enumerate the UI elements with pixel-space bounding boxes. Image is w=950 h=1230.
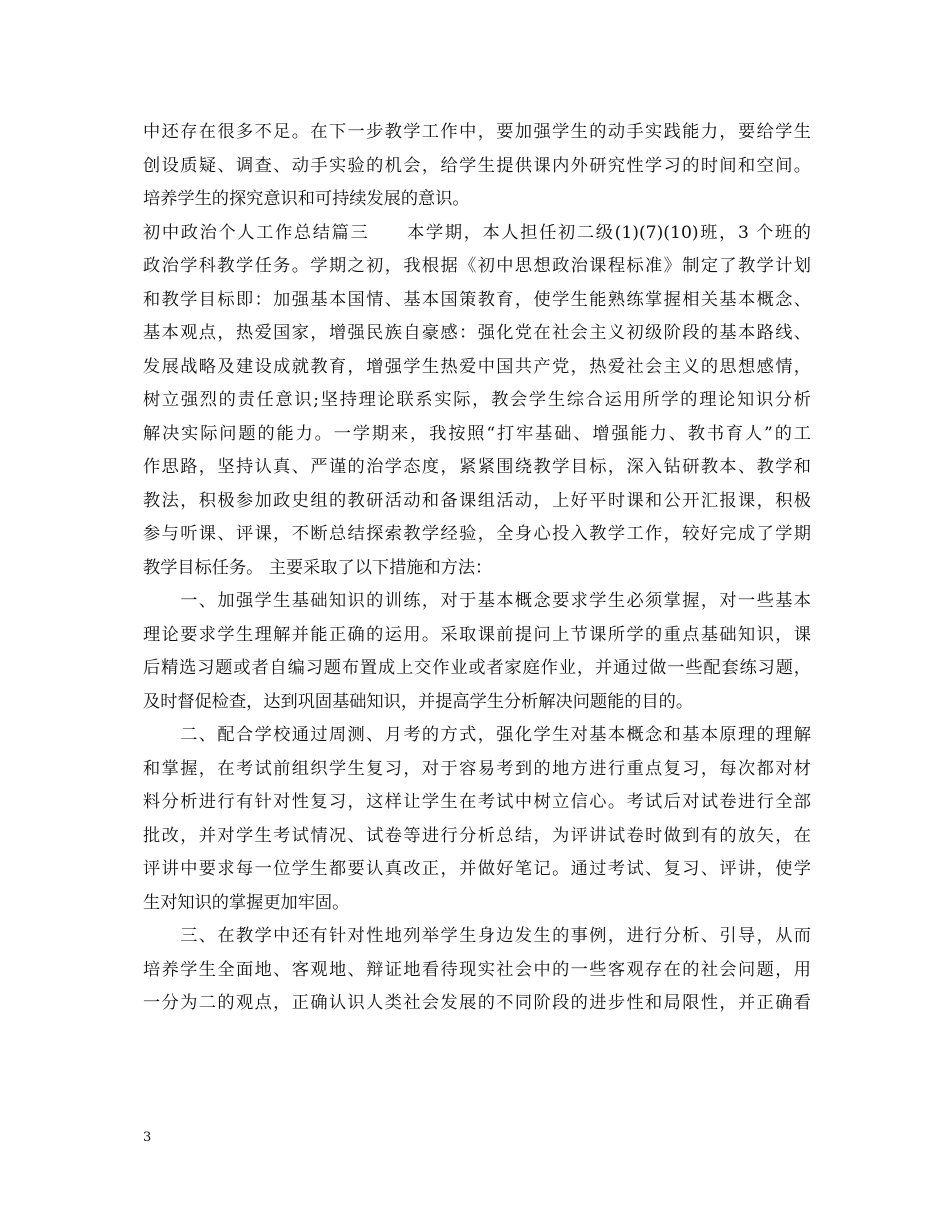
text-line: 参与听课、评课，不断总结探索教学经验，全身心投入教学工作，较好完成了学期 [143, 524, 811, 544]
text-line: 评讲中要求每一位学生都要认真改正，并做好笔记。通过考试、复习、评讲，使学 [143, 859, 811, 879]
text-line: 发展战略及建设成就教育，增强学生热爱中国共产党，热爱社会主义的思想感情， [143, 356, 811, 377]
text-line: 批改，并对学生考试情况、试卷等进行分析总结，为评讲试卷时做到有的放矢，在 [143, 825, 811, 846]
text-line: 培养学生全面地、客观地、辩证地看待现实社会中的一些客观存在的社会问题，用 [143, 959, 811, 980]
text-line: 料分析进行有针对性复习，这样让学生在考试中树立信心。考试后对试卷进行全部 [143, 792, 811, 812]
text-line: 培养学生的探究意识和可持续发展的意识。 [143, 189, 470, 209]
page-number: 3 [143, 1130, 152, 1145]
text-line: 基本观点，热爱国家，增强民族自豪感：强化党在社会主义初级阶段的基本路线、 [143, 323, 811, 343]
text-line: 初中政治个人工作总结篇三 本学期，本人担任初二级(1)(7)(10)班，3 个班的 [143, 222, 811, 243]
text-line: 政治学科教学任务。学期之初，我根据《初中思想政治课程标准》制定了教学计划 [143, 256, 811, 276]
text-line: 生对知识的掌握更加牢固。 [143, 892, 350, 913]
text-line: 教学目标任务。 主要采取了以下措施和方法： [143, 557, 493, 578]
text-line: 理论要求学生理解并能正确的运用。采取课前提问上节课所学的重点基础知识，课 [143, 624, 811, 645]
text-line: 中还存在很多不足。在下一步教学工作中，要加强学生的动手实践能力，要给学生 [143, 122, 811, 142]
text-line: 一、加强学生基础知识的训练，对于基本概念要求学生必须掌握，对一些基本 [143, 591, 811, 611]
text-line: 创设质疑、调查、动手实验的机会，给学生提供课内外研究性学习的时间和空间。 [143, 155, 811, 176]
text-line: 树立强烈的责任意识;坚持理论联系实际，教会学生综合运用所学的理论知识分析 [143, 390, 811, 410]
text-line: 教法，积极参加政史组的教研活动和备课组活动，上好平时课和公开汇报课，积极 [143, 490, 811, 511]
text-line: 二、配合学校通过周测、月考的方式，强化学生对基本概念和基本原理的理解 [143, 725, 811, 745]
text-line: 作思路，坚持认真、严谨的治学态度，紧紧围绕教学目标，深入钻研教本、教学和 [143, 457, 811, 477]
text-line: 后精选习题或者自编习题布置成上交作业或者家庭作业，并通过做一些配套练习题， [143, 658, 811, 678]
text-line: 解决实际问题的能力。一学期来，我按照“打牢基础、增强能力、教书育人”的工 [143, 423, 811, 444]
text-line: 三、在教学中还有针对性地列举学生身边发生的事例，进行分析、引导，从而 [143, 926, 811, 946]
text-line: 和教学目标即：加强基本国情、基本国策教育，使学生能熟练掌握相关基本概念、 [143, 289, 811, 310]
text-line: 一分为二的观点，正确认识人类社会发展的不同阶段的进步性和局限性，并正确看 [143, 993, 811, 1013]
text-line: 及时督促检查，达到巩固基础知识，并提高学生分析解决问题能的目的。 [143, 691, 694, 712]
body-text [143, 116, 811, 1021]
text-line: 和掌握，在考试前组织学生复习，对于容易考到的地方进行重点复习，每次都对材 [143, 758, 811, 779]
